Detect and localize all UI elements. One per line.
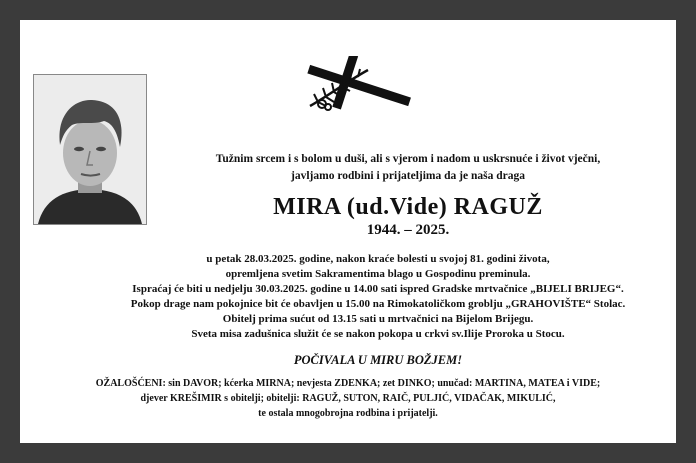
mourners-line: djever KREŠIMIR s obitelji; obitelji: RAGUŽ, SUTON, RAIČ, PULJIĆ, VIDAČAK, MIKULIĆ, [140, 393, 556, 404]
rest-in-peace: POČIVALA U MIRU BOŽJEM! [293, 353, 463, 367]
portrait-photo [33, 74, 147, 225]
deceased-name: MIRA (ud.Vide) RAGUŽ [273, 194, 543, 220]
death-notice-line: opremljena svetim Sakramentima blago u Gospodinu preminula. [225, 268, 531, 280]
mourners-list [20, 376, 676, 421]
funeral-line: Ispraćaj će biti u nedjelju 30.03.2025. godine u 14.00 sati ispred Gradske mrtvačnice „BIJELI BRIJEG“. [132, 283, 624, 295]
funeral-line: Obitelj prima sućut od 13.15 sati u mrtvačnici na Bijelom Brijegu. [222, 313, 534, 325]
intro-line: Tužnim srcem i s bolom u duši, ali s vjerom i nadom u uskrsnuće i život vječni, [215, 153, 601, 165]
mourners-line: OŽALOŠĆENI: sin DAVOR; kćerka MIRNA; nevjesta ZDENKA; zet DINKO; unučad: MARTINA, MATEA i VIDE; [95, 378, 601, 389]
funeral-line: Sveta misa zadušnica služit će se nakon pokopa u crkvi sv.Ilije Proroka u Stocu. [191, 328, 565, 340]
life-years: 1944. – 2025. [366, 222, 450, 238]
cross-with-palm-icon [298, 56, 420, 116]
mourners-line: te ostala mnogobrojna rodbina i prijatelji. [258, 408, 438, 419]
funeral-details [80, 282, 676, 342]
intro-line: javljamo rodbini i prijateljima da je naša draga [291, 170, 525, 182]
obituary-notice [20, 20, 676, 443]
funeral-line: Pokop drage nam pokojnice bit će obavljen u 15.00 na Rimokatoličkom groblju „GRAHOVIŠTE“ Stolac. [130, 298, 626, 310]
death-notice [80, 252, 676, 282]
intro-text [140, 151, 676, 185]
death-notice-line: u petak 28.03.2025. godine, nakon kraće bolesti u svojoj 81. godini života, [206, 253, 550, 265]
